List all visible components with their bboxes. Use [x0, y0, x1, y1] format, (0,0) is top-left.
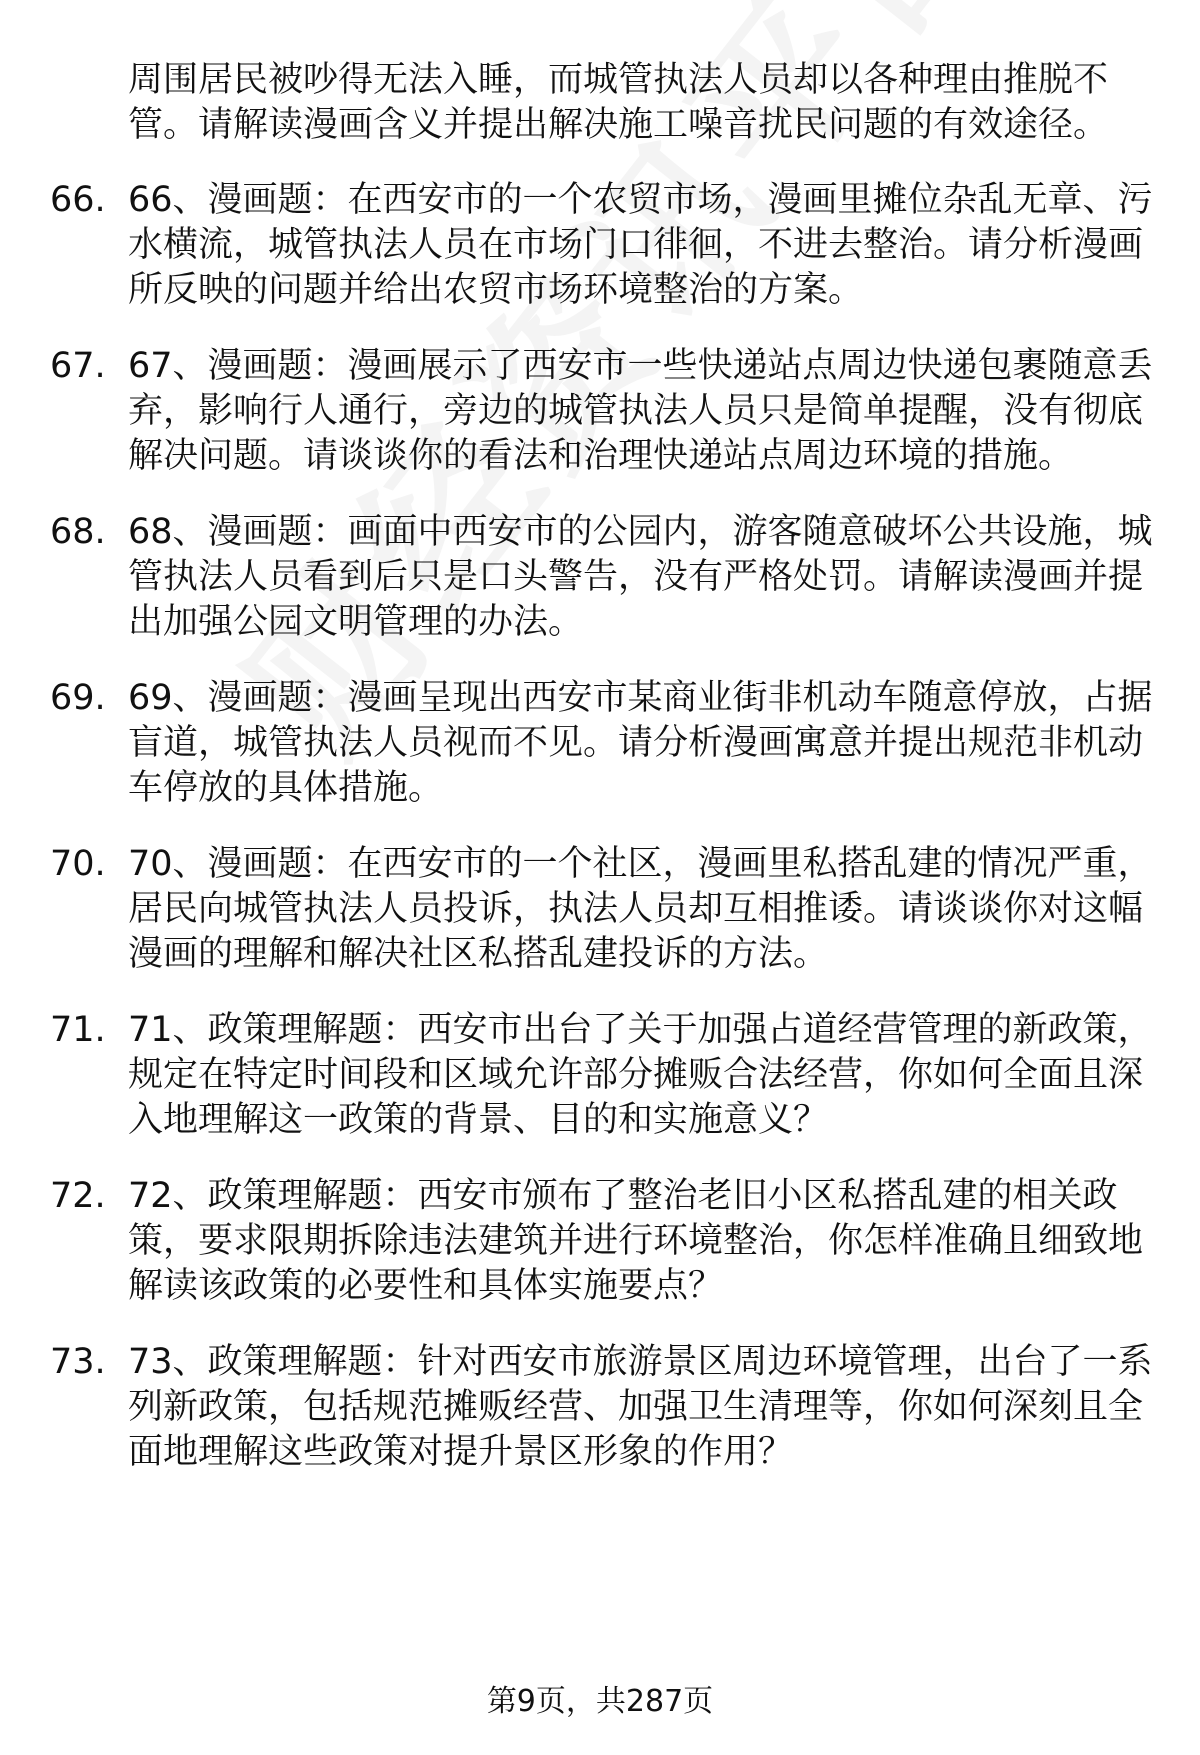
list-item-text: 66、漫画题：在西安市的一个农贸市场，漫画里摊位杂乱无章、污水横流，城管执法人员在市场门口徘徊，不进去整治。请分析漫画所反映的问题并给出农贸市场环境整治的方案。 — [128, 180, 1153, 310]
page-number-footer: 第9页，共287页 — [486, 1684, 714, 1719]
list-item-text: 71、政策理解题：西安市出台了关于加强占道经营管理的新政策，规定在特定时间段和区域允许部分摊贩合法经营，你如何全面且深入地理解这一政策的背景、目的和实施意义？ — [128, 1010, 1153, 1140]
list-item-text: 67、漫画题：漫画展示了西安市一些快递站点周边快递包裹随意丢弃，影响行人通行，旁边的城管执法人员只是简单提醒，没有彻底解决问题。请谈谈你的看法和治理快递站点周边环境的措施。 — [128, 346, 1153, 476]
list-item-number: 72. — [50, 1176, 106, 1216]
list-item-text: 69、漫画题：漫画呈现出西安市某商业街非机动车随意停放，占据盲道，城管执法人员视而不见。请分析漫画寓意并提出规范非机动车停放的具体措施。 — [128, 678, 1153, 808]
list-item — [50, 510, 1160, 645]
list-item — [50, 676, 1160, 811]
list-item-text: 68、漫画题：画面中西安市的公园内，游客随意破坏公共设施，城管执法人员看到后只是口头警告，没有严格处罚。请解读漫画并提出加强公园文明管理的办法。 — [128, 512, 1153, 642]
list-item-number: 66. — [50, 180, 106, 220]
list-item-number: 73. — [50, 1342, 106, 1382]
question-list — [50, 58, 1160, 1506]
list-item-number: 69. — [50, 678, 106, 718]
list-item-text: 70、漫画题：在西安市的一个社区，漫画里私搭乱建的情况严重，居民向城管执法人员投诉，执法人员却互相推诿。请谈谈你对这幅漫画的理解和解决社区私搭乱建投诉的方法。 — [128, 844, 1153, 974]
list-item-number: 67. — [50, 346, 106, 386]
list-item-number: 70. — [50, 844, 106, 884]
list-item — [50, 842, 1160, 977]
list-item-text: 73、政策理解题：针对西安市旅游景区周边环境管理，出台了一系列新政策，包括规范摊贩经营、加强卫生清理等，你如何深刻且全面地理解这些政策对提升景区形象的作用？ — [128, 1342, 1153, 1472]
list-item-text: 72、政策理解题：西安市颁布了整治老旧小区私搭乱建的相关政策，要求限期拆除违法建筑并进行环境整治，你怎样准确且细致地解读该政策的必要性和具体实施要点？ — [128, 1176, 1144, 1306]
list-item-number: 71. — [50, 1010, 106, 1050]
list-item — [50, 1174, 1160, 1309]
previous-question-continuation: 周围居民被吵得无法入睡，而城管执法人员却以各种理由推脱不管。请解读漫画含义并提出解决施工噪音扰民问题的有效途径。 — [128, 60, 1109, 145]
list-item-number: 68. — [50, 512, 106, 552]
list-item — [50, 1008, 1160, 1143]
list-item — [50, 1340, 1160, 1475]
list-item — [50, 344, 1160, 479]
list-item — [50, 178, 1160, 313]
